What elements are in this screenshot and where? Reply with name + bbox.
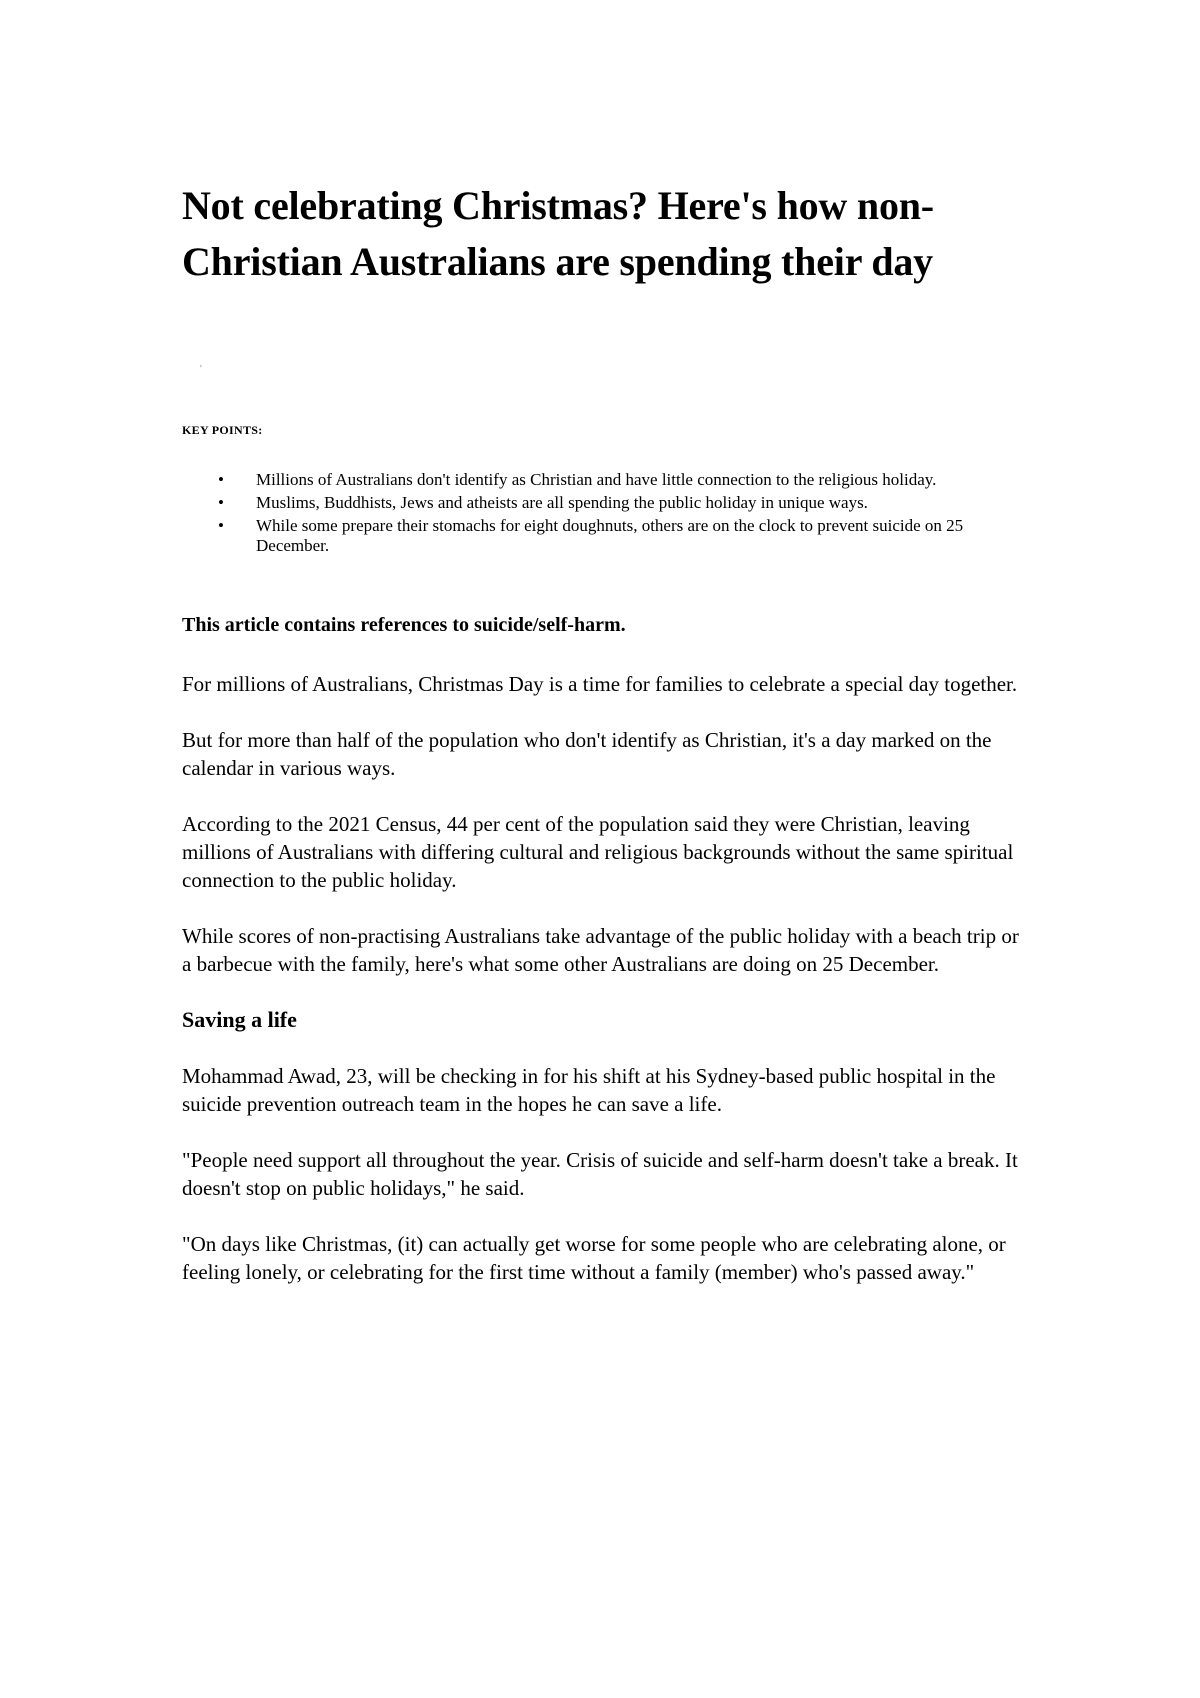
- article-header: [182, 178, 1032, 290]
- body-paragraph: "People need support all throughout the year. Crisis of suicide and self-harm doesn't take a break. It doesn't stop on public holidays," he said.: [182, 1148, 1018, 1200]
- bullet-icon: •: [218, 493, 224, 512]
- article-body: [182, 670, 1032, 1314]
- bullet-icon: •: [218, 516, 224, 535]
- body-paragraph: Mohammad Awad, 23, will be checking in for his shift at his Sydney-based public hospital in the suicide prevention outreach team in the hopes he can save a life.: [182, 1064, 996, 1116]
- body-paragraph: "On days like Christmas, (it) can actually get worse for some people who are celebrating alone, or feeling lonely, or celebrating for the first time without a family (member) who's passed away.": [182, 1232, 1006, 1284]
- key-point-item: [218, 470, 1008, 490]
- article-title: Not celebrating Christmas? Here's how non-Christian Australians are spending their day: [182, 183, 934, 284]
- key-point-text: Muslims, Buddhists, Jews and atheists are all spending the public holiday in unique ways.: [256, 493, 868, 512]
- key-point-text: Millions of Australians don't identify as Christian and have little connection to the religious holiday.: [256, 470, 937, 489]
- content-warning: This article contains references to suicide/self-harm.: [182, 614, 626, 636]
- body-paragraph: For millions of Australians, Christmas Day is a time for families to celebrate a special day together.: [182, 672, 1018, 696]
- body-paragraph: According to the 2021 Census, 44 per cent of the population said they were Christian, leaving millions of Australians with differing cultural and religious backgrounds without the same spiritual connection to the public holiday.: [182, 812, 1014, 892]
- key-point-item: [218, 493, 1008, 513]
- section-heading: Saving a life: [182, 1007, 297, 1032]
- body-paragraph: While scores of non-practising Australians take advantage of the public holiday with a beach trip or a barbecue with the family, here's what some other Australians are doing on 25 December.: [182, 924, 1019, 976]
- key-point-item: [218, 516, 1008, 556]
- body-paragraph: But for more than half of the population who don't identify as Christian, it's a day marked on the calendar in various ways.: [182, 728, 992, 780]
- stray-mark: ': [200, 364, 202, 375]
- key-points-label: KEY POINTS:: [182, 423, 263, 437]
- bullet-icon: •: [218, 470, 224, 489]
- key-point-text: While some prepare their stomachs for eight doughnuts, others are on the clock to prevent suicide on 25 December.: [256, 516, 964, 555]
- key-points-list: [218, 470, 1008, 559]
